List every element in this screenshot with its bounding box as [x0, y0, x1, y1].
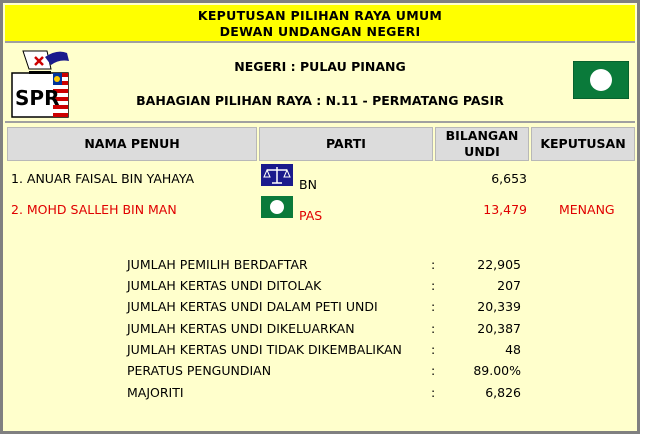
summary-label: JUMLAH KERTAS UNDI DALAM PETI UNDI [127, 299, 378, 314]
column-header-parti: PARTI [259, 127, 433, 161]
summary-value: 22,905 [477, 257, 521, 272]
summary-value: 207 [497, 278, 521, 293]
title-bar [5, 5, 635, 43]
candidate-name: 2. MOHD SALLEH BIN MAN [11, 202, 177, 217]
summary-label: JUMLAH KERTAS UNDI TIDAK DIKEMBALIKAN [127, 342, 402, 357]
constituency-header [5, 45, 635, 123]
column-header-undi: BILANGAN UNDI [435, 127, 529, 161]
summary-colon: : [431, 385, 436, 400]
summary-label: JUMLAH PEMILIH BERDAFTAR [127, 257, 308, 272]
pas-flag-icon [573, 61, 629, 99]
candidate-party: BN [299, 177, 317, 192]
bahagian-label: BAHAGIAN PILIHAN RAYA : N.11 - PERMATANG PASIR [136, 93, 504, 108]
candidate-party: PAS [299, 208, 323, 223]
summary-value: 20,387 [477, 321, 521, 336]
summary-colon: : [431, 299, 436, 314]
column-header-nama: NAMA PENUH [7, 127, 257, 161]
candidate-votes: 6,653 [491, 171, 527, 186]
summary-colon: : [431, 363, 436, 378]
spr-logo [9, 47, 75, 119]
summary-label: JUMLAH KERTAS UNDI DITOLAK [127, 278, 322, 293]
candidate-votes: 13,479 [483, 202, 527, 217]
column-header-keputusan: KEPUTUSAN [531, 127, 635, 161]
title-line-1: KEPUTUSAN PILIHAN RAYA UMUM [197, 8, 443, 23]
summary-value: 48 [505, 342, 521, 357]
summary-colon: : [431, 321, 436, 336]
summary-label: PERATUS PENGUNDIAN [127, 363, 272, 378]
summary-label: JUMLAH KERTAS UNDI DIKELUARKAN [127, 321, 355, 336]
title-line-2: DEWAN UNDANGAN NEGERI [219, 24, 421, 39]
summary-value: 89.00% [473, 363, 521, 378]
summary-value: 20,339 [477, 299, 521, 314]
summary-colon: : [431, 342, 436, 357]
summary-colon: : [431, 278, 436, 293]
summary-label: MAJORITI [127, 385, 184, 400]
summary-value: 6,826 [485, 385, 521, 400]
summary-colon: : [431, 257, 436, 272]
pas-moon-icon [261, 196, 293, 218]
negeri-label: NEGERI : PULAU PINANG [234, 59, 406, 74]
candidate-name: 1. ANUAR FAISAL BIN YAHAYA [11, 171, 195, 186]
spr-logo-text: SPR [15, 86, 60, 110]
bn-scales-icon [261, 164, 293, 186]
candidate-result: MENANG [559, 202, 615, 217]
